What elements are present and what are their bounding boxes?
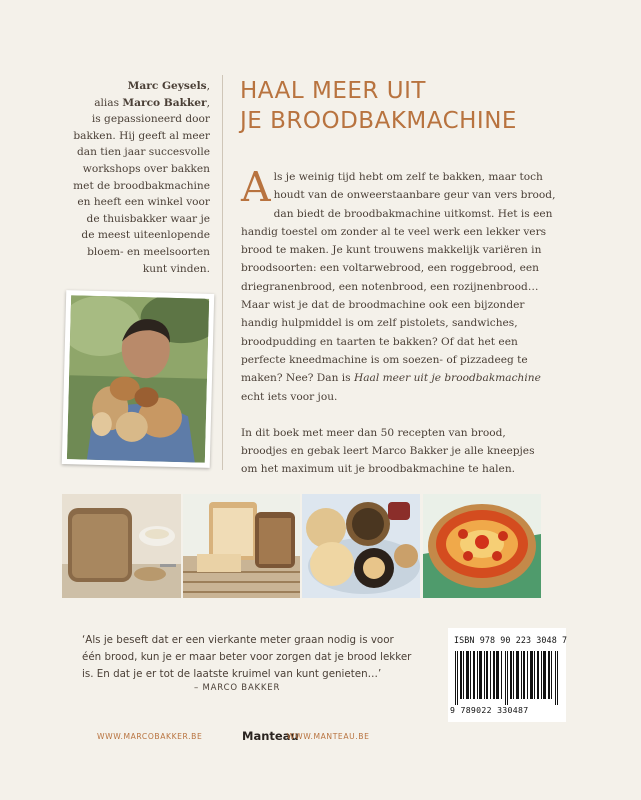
bio-line: dan tien jaar succesvolle bbox=[77, 146, 210, 159]
barcode-bars bbox=[455, 651, 559, 705]
sliced-bread-image bbox=[183, 494, 300, 598]
bread-rolls-image bbox=[302, 494, 420, 598]
column-divider bbox=[222, 75, 223, 470]
description-line: driegranenbrood, een notenbrood, een rozijnenbrood… bbox=[241, 280, 539, 293]
description-line: Maar wist je dat de broodmachine ook een bijzonder bbox=[241, 299, 525, 312]
description-line: brood te maken. Je kunt trouwens makkelijk variëren in bbox=[241, 244, 542, 257]
bio-line: met de broodbakmachine bbox=[73, 179, 210, 192]
photo-fruit-tart bbox=[423, 494, 541, 598]
bio-line: kunt vinden. bbox=[142, 262, 210, 275]
bio-line: bloem- en meelsoorten bbox=[87, 245, 210, 258]
barcode-digits: 9 789022 330487 bbox=[450, 705, 529, 715]
bio-line-name bbox=[62, 78, 210, 95]
drop-cap: A bbox=[241, 163, 271, 211]
author-alias: Marco Bakker bbox=[122, 96, 207, 109]
publisher-logo: Manteau bbox=[242, 729, 299, 743]
description-paragraph-2 bbox=[241, 424, 586, 479]
author-quote bbox=[82, 632, 427, 682]
book-title bbox=[240, 76, 600, 136]
description-line: In dit boek met meer dan 50 recepten van brood, bbox=[241, 426, 506, 439]
website-link-manteau[interactable]: WWW.MANTEAU.BE bbox=[287, 732, 370, 741]
bio-line: en heeft een winkel voor bbox=[77, 196, 210, 209]
bio-line: is gepassioneerd door bbox=[91, 113, 210, 126]
bio-line: de thuisbakker waar je bbox=[86, 212, 210, 225]
description-line: houdt van de onweerstaanbare geur van vers brood, bbox=[273, 189, 556, 202]
quote-line: ‘Als je beseft dat er een vierkante meter graan nodig is voor bbox=[82, 634, 394, 646]
author-name: Marc Geysels bbox=[127, 80, 207, 92]
fruit-tart-image bbox=[423, 494, 541, 598]
description-line: maken? Nee? Dan is bbox=[241, 372, 354, 385]
bio-line: bakken. Hij geeft al meer bbox=[73, 129, 210, 142]
bio-comma: , bbox=[206, 80, 210, 92]
author-photo-image bbox=[67, 295, 209, 463]
photo-bread-loaf bbox=[62, 494, 181, 598]
photo-sliced-bread bbox=[183, 494, 300, 598]
description-text bbox=[241, 163, 586, 479]
title-line-2: JE BROODBAKMACHINE bbox=[240, 108, 517, 134]
description-line: perfecte kneedmachine is om soezen- of pizzadeeg te bbox=[241, 353, 528, 366]
description-line: handig toestel om zonder al te veel werk een lekker vers bbox=[241, 225, 547, 238]
description-paragraph-1 bbox=[241, 163, 586, 406]
description-line: om het maximum uit je broodbakmachine te halen. bbox=[241, 463, 516, 476]
bio-comma: , bbox=[206, 96, 210, 109]
title-line-1: HAAL MEER UIT bbox=[240, 78, 426, 104]
website-link-marcobakker[interactable]: WWW.MARCOBAKKER.BE bbox=[97, 732, 203, 741]
description-line: ls je weinig tijd hebt om zelf te bakken, maar toch bbox=[273, 171, 543, 183]
quote-line: één brood, kun je er maar beter voor zorgen dat je brood lekker bbox=[82, 650, 412, 663]
description-line: broodpudding en taarten te bakken? Of dat het een bbox=[241, 335, 518, 348]
author-photo bbox=[62, 290, 215, 468]
quote-line: is. En dat je er tot de laatste kruimel van kunt genieten…’ bbox=[82, 667, 382, 680]
quote-author: – MARCO BAKKER bbox=[194, 683, 281, 693]
description-line: dan biedt de broodbakmachine uitkomst. Het is een bbox=[273, 207, 553, 220]
description-line: broodjes en gebak leert Marco Bakker je alle kneepjes bbox=[241, 445, 535, 458]
isbn-barcode bbox=[448, 628, 566, 722]
isbn-label: ISBN 978 90 223 3048 7 bbox=[454, 635, 568, 645]
description-line: echt iets voor jou. bbox=[241, 390, 338, 403]
bio-line: workshops over bakken bbox=[82, 162, 210, 175]
bio-line: de meest uiteenlopende bbox=[81, 229, 210, 242]
alias-prefix: alias bbox=[94, 96, 123, 109]
book-title-italic: Haal meer uit je broodbakmachine bbox=[353, 372, 541, 385]
bread-loaf-image bbox=[62, 494, 181, 598]
description-line: handig hulpmiddel is om zelf pistolets, sandwiches, bbox=[241, 317, 518, 330]
photo-bread-rolls bbox=[302, 494, 420, 598]
bio-line-alias bbox=[62, 95, 210, 112]
author-bio bbox=[62, 78, 210, 277]
description-line: broodsoorten: een voltarwebrood, een roggebrood, een bbox=[241, 262, 539, 275]
